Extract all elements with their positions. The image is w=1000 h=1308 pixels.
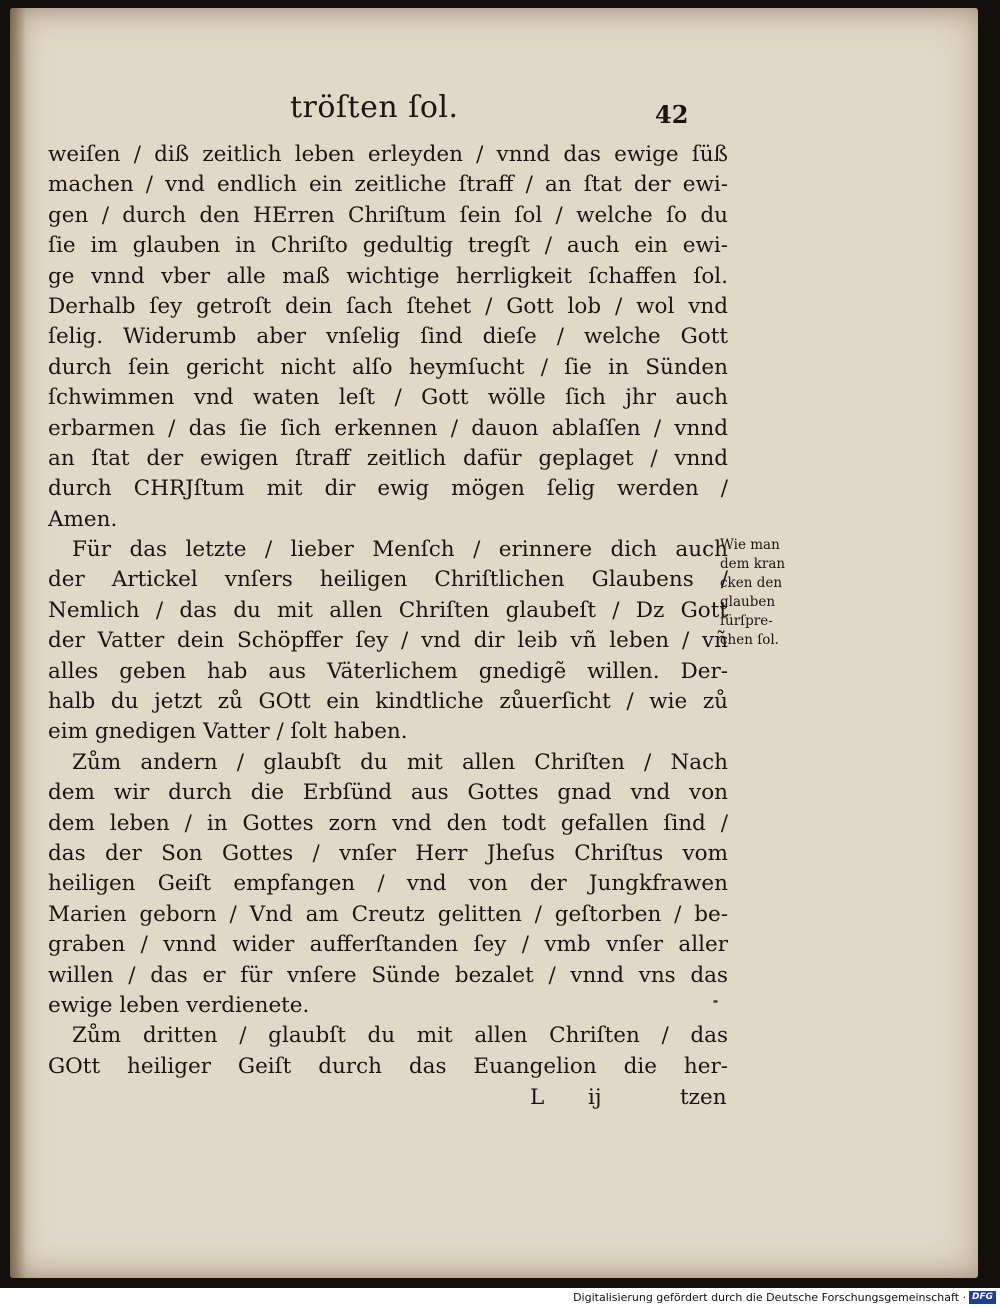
page-number: 42 bbox=[655, 100, 689, 129]
text-line: ge vnnd vber alle maß wichtige herrligkeit ſchaffen ſol. bbox=[48, 263, 728, 289]
text-line: Für das letzte / lieber Menſch / erinnere dich auch bbox=[72, 537, 728, 563]
text-line: weiſen / diß zeitlich leben erleyden / vnnd das ewige ſüß bbox=[48, 142, 728, 167]
text-line: der Artickel vnſers heiligen Chriſtlichen Glaubens / bbox=[48, 567, 728, 593]
ink-speck bbox=[713, 1000, 718, 1003]
marginal-note-line: dem kran bbox=[720, 556, 786, 572]
text-line: das der Son Gottes / vnſer Herr Jheſus Chriſtus vom bbox=[48, 840, 728, 866]
dfg-logo: DFG bbox=[969, 1291, 996, 1304]
text-line: gen / durch den HErren Chriſtum ſein ſol / welche ſo du bbox=[48, 202, 728, 228]
text-line: erbarmen / das ſie ſich erkennen / dauon ablaſſen / vnnd bbox=[48, 415, 728, 441]
text-line: graben / vnnd wider aufferſtanden ſey / vmb vnſer aller bbox=[48, 932, 728, 958]
text-line: Amen. bbox=[48, 506, 118, 532]
text-line: GOtt heiliger Geiſt durch das Euangelion die her- bbox=[48, 1053, 728, 1079]
text-line: Nemlich / das du mit allen Chriſten glaubeſt / Dz Gott bbox=[48, 597, 728, 623]
marginal-note-line: chen ſol. bbox=[720, 632, 779, 648]
text-line: Marien geborn / Vnd am Creutz gelitten / geſtorben / be- bbox=[48, 901, 728, 927]
text-line: ſie im glauben in Chriſto gedultig tregſt / auch ein ewi- bbox=[48, 233, 728, 259]
text-line: alles geben hab aus Väterlichem gnedigẽ willen. Der- bbox=[48, 658, 728, 684]
signature-mark: L bbox=[530, 1085, 545, 1110]
running-head: tröſten ſol. bbox=[290, 90, 459, 125]
text-line: halb du jetzt zů GOtt ein kindtliche zůuerſicht / wie zů bbox=[48, 689, 728, 715]
marginal-note-line: glauben bbox=[720, 594, 776, 610]
catchword: tzen bbox=[680, 1085, 727, 1110]
marginal-note-line: Wie man bbox=[720, 537, 780, 553]
text-line: durch CHRJſtum mit dir ewig mögen ſelig werden / bbox=[48, 476, 728, 502]
text-line: Zům dritten / glaubſt du mit allen Chriſten / das bbox=[72, 1023, 728, 1049]
page-gutter-shadow bbox=[10, 8, 26, 1278]
marginal-note bbox=[720, 536, 820, 650]
text-line: machen / vnd endlich ein zeitliche ſtraff / an ſtat der ewi- bbox=[48, 172, 728, 198]
marginal-note-line: fürſpre- bbox=[720, 613, 773, 629]
text-line: ſchwimmen vnd waten leſt / Gott wölle ſich jhr auch bbox=[48, 385, 728, 411]
text-line: heiligen Geiſt empfangen / vnd von der Jungkfrawen bbox=[48, 871, 728, 897]
text-line: Derhalb ſey getroſt dein ſach ſtehet / Gott lob / wol vnd bbox=[48, 293, 728, 319]
text-line: ewige leben verdienete. bbox=[48, 992, 310, 1018]
text-line: der Vatter dein Schöpffer ſey / vnd dir leib vñ leben / vñ bbox=[48, 628, 728, 654]
marginal-note-line: cken den bbox=[720, 575, 783, 591]
text-line: an ſtat der ewigen ſtraff zeitlich dafür geplaget / vnnd bbox=[48, 445, 728, 471]
signature-and-catchword-line bbox=[530, 1085, 730, 1117]
footer-credit: Digitalisierung gefördert durch die Deutsche Forschungsgemeinschaft · bbox=[573, 1291, 966, 1304]
text-line: dem wir durch die Erbſünd aus Gottes gnad vnd von bbox=[48, 780, 728, 806]
text-line: eim gnedigen Vatter / ſolt haben. bbox=[48, 719, 408, 745]
text-line: dem leben / in Gottes zorn vnd den todt gefallen ſind / bbox=[48, 810, 728, 836]
main-text-block bbox=[48, 140, 728, 1082]
text-line: Zům andern / glaubſt du mit allen Chriſten / Nach bbox=[72, 749, 728, 775]
digitization-footer bbox=[0, 1288, 1000, 1308]
text-line: ſelig. Widerumb aber vnſelig ſind dieſe / welche Gott bbox=[48, 324, 728, 350]
text-line: willen / das er für vnſere Sünde bezalet / vnnd vns das bbox=[48, 962, 728, 988]
signature-number: ij bbox=[588, 1085, 602, 1110]
text-line: durch ſein gericht nicht alſo heymſucht / ſie in Sünden bbox=[48, 354, 728, 380]
